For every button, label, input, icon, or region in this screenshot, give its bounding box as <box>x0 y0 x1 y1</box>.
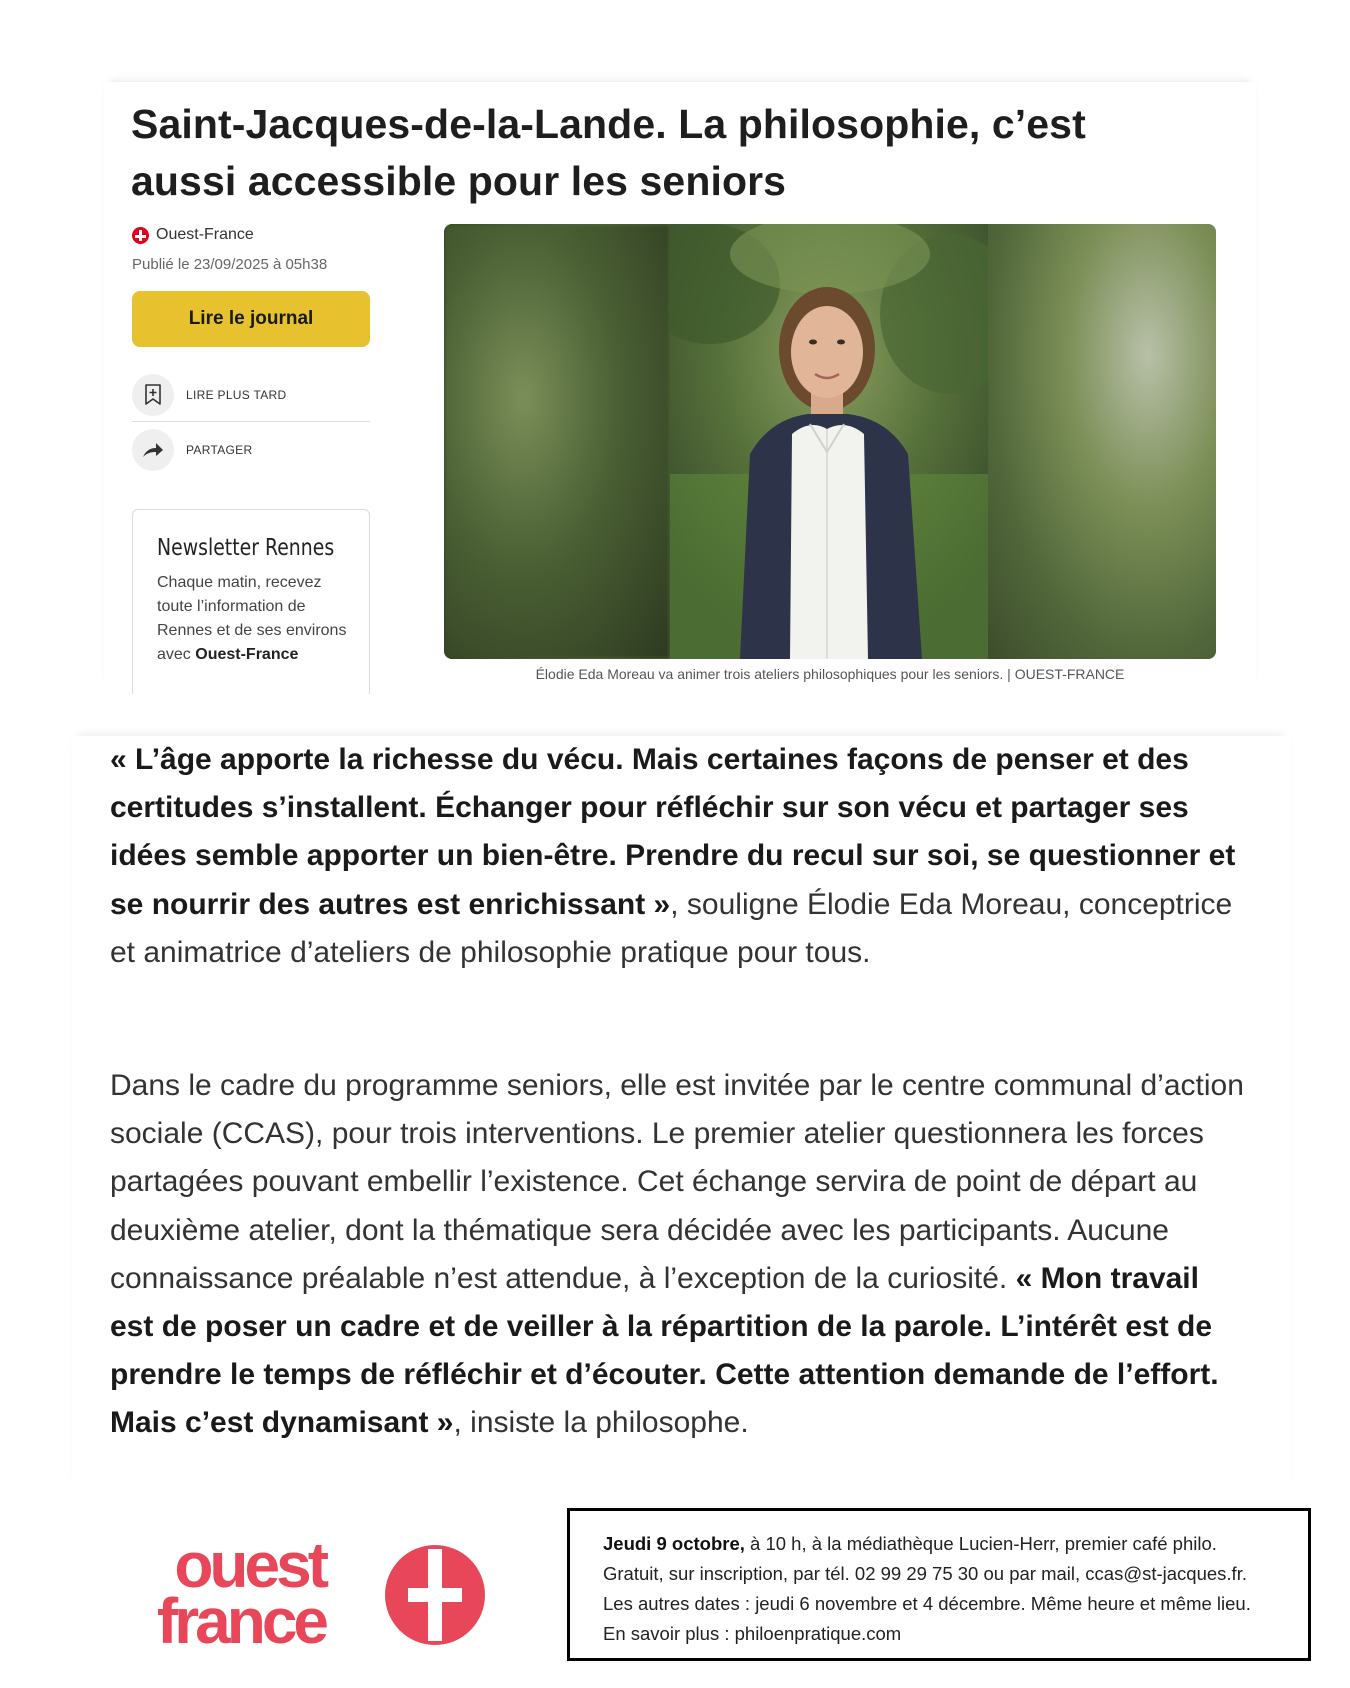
publish-date: Publié le 23/09/2025 à 05h38 <box>132 256 328 273</box>
paragraph-2 <box>110 1062 1250 1448</box>
photo-blur-right <box>988 224 1216 659</box>
source-name[interactable]: Ouest-France <box>156 226 254 243</box>
quote-1: « L’âge apporte la richesse du vécu. Mais certaines façons de penser et des certitudes s’installent. Échanger pour réfléchir sur son vécu et partager ses idées semble apporter un bien-être. Prendre du recul sur soi, se questionner et se nourrir des autres est enrichissant » <box>110 743 1236 921</box>
source-row <box>132 226 254 244</box>
paragraph-1 <box>110 736 1250 977</box>
portrait-photo <box>670 224 988 659</box>
paragraph-2-rest: , insiste la philosophe. <box>453 1406 749 1440</box>
photo-caption: Élodie Eda Moreau va animer trois ateliers philosophiques pour les seniors. | OUEST-FRANCE <box>535 666 1125 682</box>
photo-blur-left <box>444 224 670 659</box>
share-label: PARTAGER <box>186 443 253 457</box>
event-details: à 10 h, à la médiathèque Lucien-Herr, premier café philo. Gratuit, sur inscription, par tél. 02 99 29 75 30 ou par mail, ccas@st-jacques.fr. Les autres dates : jeudi 6 novembre et 4 décembre. Même heure et même lieu. En savoir plus : philoenpratique.com <box>603 1533 1251 1644</box>
newsletter-brand: Ouest-France <box>195 646 299 663</box>
bookmark-plus-icon <box>132 374 174 416</box>
ouest-france-logo-icon <box>385 1545 485 1645</box>
quote-2: « Mon travail est de poser un cadre et de veiller à la répartition de la parole. L’intérêt est de prendre le temps de réfléchir et d’écouter. Cette attention demande de l’effort. Mais c’est dynamisant » <box>110 1261 1219 1440</box>
event-date: Jeudi 9 octobre, <box>603 1533 745 1554</box>
paragraph-2-text: Dans le cadre du programme seniors, elle est invitée par le centre communal d’action sociale (CCAS), pour trois interventions. Le premier atelier questionnera les forces partagées pouvant embellir l’existence. Cet échange servira de point de départ au deuxième atelier, dont la thématique sera décidée avec les participants. Aucune connaissance préalable n’est attendue, à l’exception de la curiosité. <box>110 1069 1244 1295</box>
share-button[interactable] <box>132 422 370 478</box>
event-info-box <box>567 1508 1311 1661</box>
share-arrow-icon <box>132 429 174 471</box>
read-later-button[interactable] <box>132 368 370 422</box>
read-later-label: LIRE PLUS TARD <box>186 387 287 402</box>
article-card <box>104 82 1256 694</box>
ouest-france-logo <box>150 1535 490 1647</box>
logo-word-ouest: ouest <box>174 1535 325 1601</box>
newsletter-text: Chaque matin, recevez toute l’information de Rennes et de ses environs avec Ouest-France <box>157 574 347 663</box>
paragraph-1-rest: , souligne Élodie Eda Moreau, conceptrice et animatrice d’ateliers de philosophie pratique pour tous. <box>110 887 1233 969</box>
article-photo <box>444 224 1216 659</box>
ouest-france-logo-icon <box>132 227 149 244</box>
logo-word-france: france <box>156 1585 325 1647</box>
newsletter-title: Newsletter Rennes <box>157 535 335 561</box>
read-newspaper-button[interactable]: Lire le journal <box>132 291 370 347</box>
article-body <box>72 736 1290 1496</box>
article-title: Saint-Jacques-de-la-Lande. La philosophie, c’est aussi accessible pour les seniors <box>131 101 1086 204</box>
newsletter-box[interactable] <box>132 509 370 694</box>
